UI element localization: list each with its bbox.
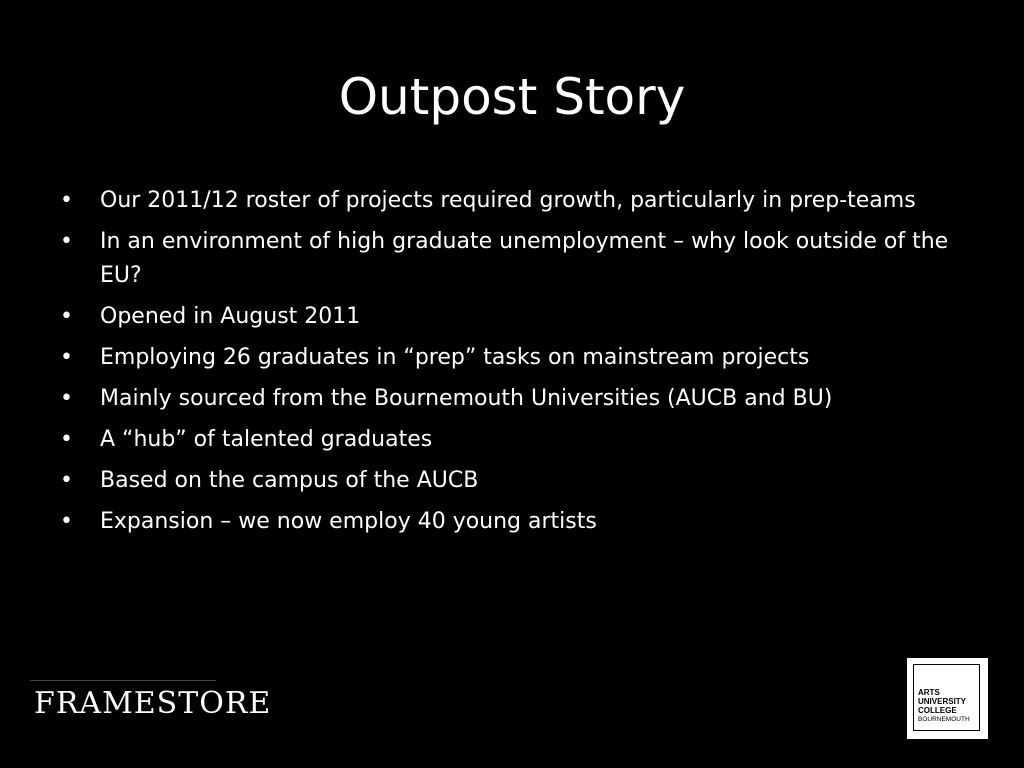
framestore-wordmark: FRAMESTORE [34,686,272,721]
bullet-item [60,382,970,416]
bullet-item [60,423,970,457]
bullet-text: In an environment of high graduate unemployment – why look outside of the EU? [100,229,949,288]
bullet-text: Based on the campus of the AUCB [100,468,479,493]
bullet-text: Opened in August 2011 [100,304,361,329]
bullet-item [60,341,970,375]
bullet-symbol: • [60,304,73,329]
bullet-text: Mainly sourced from the Bournemouth Universities (AUCB and BU) [100,386,833,411]
bullet-text: Employing 26 graduates in “prep” tasks on mainstream projects [100,345,810,370]
bullet-symbol: • [60,427,73,452]
bullet-list [60,184,970,546]
bullet-item [60,464,970,498]
framestore-logo [30,680,272,726]
bullet-symbol: • [60,386,73,411]
bullet-symbol: • [60,468,73,493]
logo-divider [30,680,216,681]
bullet-item [60,300,970,334]
bullet-symbol: • [60,188,73,213]
bullet-item [60,225,970,293]
bullet-text: Expansion – we now employ 40 young artists [100,509,597,534]
bullet-text: Our 2011/12 roster of projects required growth, particularly in prep-teams [100,188,916,213]
aucb-logo-text [918,688,970,724]
aucb-line-1: ARTS [918,688,940,697]
bullet-text: A “hub” of talented graduates [100,427,433,452]
aucb-line-4: BOURNEMOUTH [918,716,970,723]
aucb-line-2: UNIVERSITY [918,697,967,706]
bullet-symbol: • [60,229,73,254]
bullet-symbol: • [60,509,73,534]
slide-title: Outpost Story [338,68,686,126]
bullet-symbol: • [60,345,73,370]
bullet-item [60,505,970,539]
aucb-logo [907,658,988,739]
aucb-line-3: COLLEGE [918,706,957,715]
bullet-item [60,184,970,218]
